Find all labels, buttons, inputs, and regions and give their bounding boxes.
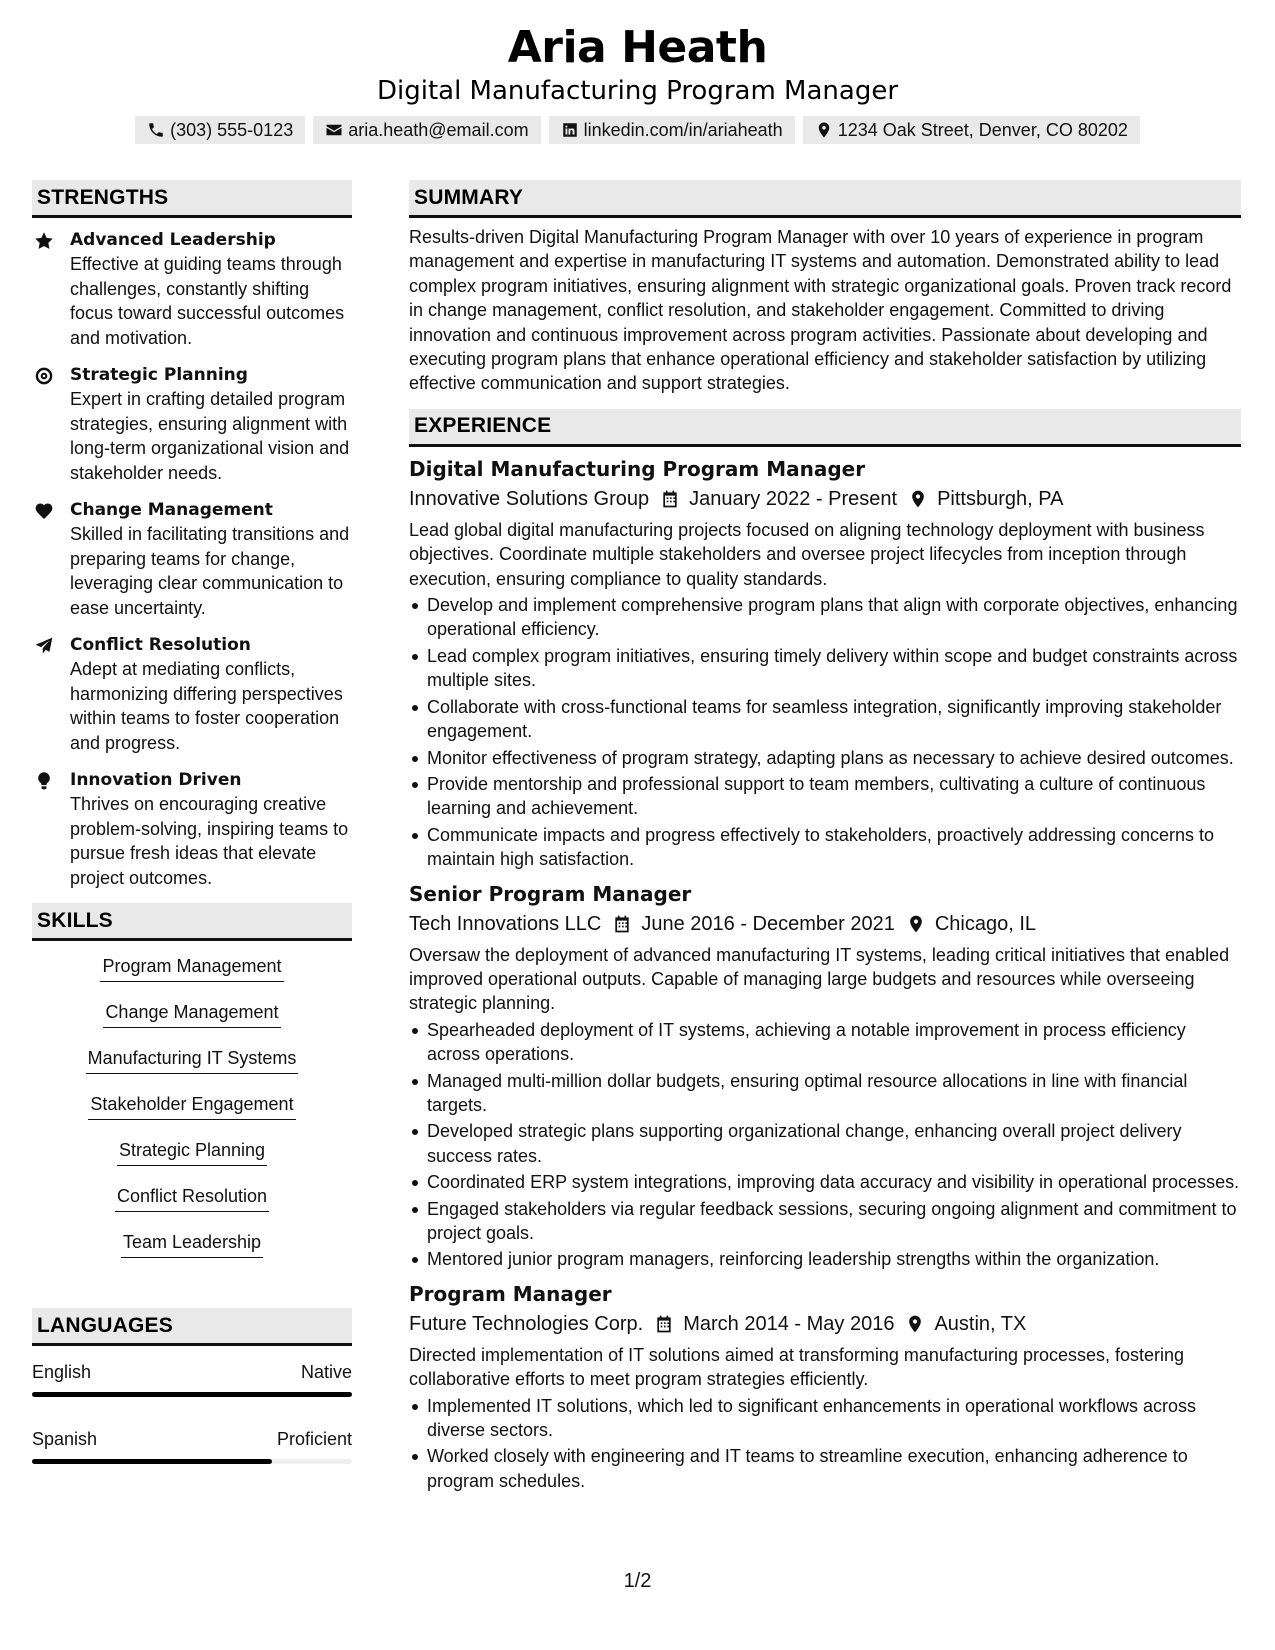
strength-item bbox=[32, 363, 352, 485]
job-title: Senior Program Manager bbox=[409, 881, 692, 906]
job-description: Directed implementation of IT solutions aimed at transforming manufacturing processes, fostering collaborative efforts to meet program strategies efficiently. bbox=[409, 1344, 1185, 1390]
contact-email-text: aria.heath@email.com bbox=[348, 119, 529, 140]
calendar-icon bbox=[612, 914, 632, 934]
contact-email bbox=[313, 116, 540, 144]
skill-item: Stakeholder Engagement bbox=[88, 1091, 295, 1120]
heart-icon bbox=[34, 501, 54, 521]
skill-item: Change Management bbox=[103, 999, 280, 1028]
contact-linkedin-text: linkedin.com/in/ariaheath bbox=[583, 119, 783, 140]
language-proficiency-bar bbox=[32, 1459, 352, 1464]
job-bullets bbox=[409, 593, 1241, 871]
strength-item bbox=[32, 768, 352, 890]
job-bullet: Coordinated ERP system integrations, improving data accuracy and visibility in operational processes. bbox=[409, 1170, 1241, 1194]
strengths-list bbox=[32, 228, 352, 890]
language-item bbox=[32, 1360, 352, 1397]
job-dates: March 2014 - May 2016 bbox=[683, 1312, 895, 1335]
job-bullet: Mentored junior program managers, reinforcing leadership strengths within the organization. bbox=[409, 1247, 1241, 1271]
map-pin-icon bbox=[908, 489, 928, 509]
contact-address bbox=[803, 116, 1140, 144]
languages-list bbox=[32, 1360, 352, 1464]
strength-description: Skilled in facilitating transitions and preparing teams for change, leveraging clear communication to ease uncertainty. bbox=[70, 524, 350, 618]
skill-item: Team Leadership bbox=[121, 1229, 263, 1258]
contact-linkedin bbox=[549, 116, 795, 144]
contact-address-text: 1234 Oak Street, Denver, CO 80202 bbox=[837, 119, 1128, 140]
language-level: Native bbox=[300, 1362, 352, 1382]
candidate-title: Digital Manufacturing Program Manager bbox=[376, 76, 899, 106]
strength-title: Innovation Driven bbox=[70, 770, 242, 790]
job-location: Austin, TX bbox=[934, 1312, 1027, 1335]
strength-item bbox=[32, 633, 352, 755]
job-bullet: Worked closely with engineering and IT teams to streamline execution, enhancing adherence to program schedules. bbox=[409, 1444, 1241, 1493]
target-icon bbox=[34, 366, 54, 386]
job-dates: June 2016 - December 2021 bbox=[641, 912, 895, 935]
skill-item: Program Management bbox=[100, 953, 283, 982]
job-bullet: Lead complex program initiatives, ensuring timely delivery within scope and budget constraints across multiple sites. bbox=[409, 644, 1241, 693]
job-meta bbox=[409, 909, 1241, 939]
job-company: Innovative Solutions Group bbox=[409, 487, 650, 510]
job-description: Lead global digital manufacturing projects focused on aligning technology deployment with business objectives. Coordinate multiple stakeholders and oversee project lifecycles from inception through execution, ensuring compliance to quality standards. bbox=[409, 519, 1205, 589]
lightbulb-icon bbox=[34, 771, 54, 791]
job-dates: January 2022 - Present bbox=[689, 487, 898, 510]
skill-item: Strategic Planning bbox=[117, 1137, 267, 1166]
job-bullet: Communicate impacts and progress effectively to stakeholders, proactively addressing concerns to maintain high satisfaction. bbox=[409, 823, 1241, 872]
experience-heading: EXPERIENCE bbox=[409, 409, 1241, 447]
language-proficiency-fill bbox=[32, 1459, 272, 1464]
skill-item: Manufacturing IT Systems bbox=[86, 1045, 299, 1074]
skills-heading: SKILLS bbox=[32, 903, 352, 941]
job-bullet: Develop and implement comprehensive program plans that align with corporate objectives, enhancing operational efficiency. bbox=[409, 593, 1241, 642]
job-description: Oversaw the deployment of advanced manufacturing IT systems, leading critical initiatives that enabled improved operational outputs. Capable of managing large budgets and resources while overseeing strategic planning. bbox=[409, 944, 1230, 1014]
job-location: Chicago, IL bbox=[934, 912, 1037, 935]
strength-description: Thrives on encouraging creative problem-solving, inspiring teams to pursue fresh ideas that elevate project outcomes. bbox=[70, 794, 349, 888]
skill-item: Conflict Resolution bbox=[115, 1183, 269, 1212]
language-name: Spanish bbox=[32, 1429, 98, 1449]
strength-description: Effective at guiding teams through challenges, constantly shifting focus toward successful outcomes and motivation. bbox=[70, 254, 345, 348]
job-meta bbox=[409, 484, 1241, 514]
language-proficiency-bar bbox=[32, 1392, 352, 1397]
paper-plane-icon bbox=[34, 636, 54, 656]
experience-list bbox=[409, 455, 1241, 1493]
language-item bbox=[32, 1427, 352, 1464]
resume-header bbox=[0, 22, 1275, 144]
summary-heading: SUMMARY bbox=[409, 180, 1241, 218]
job-bullet: Collaborate with cross-functional teams for seamless integration, significantly improving stakeholder engagement. bbox=[409, 695, 1241, 744]
language-proficiency-fill bbox=[32, 1392, 352, 1397]
job-entry bbox=[409, 1280, 1241, 1493]
linkedin-icon bbox=[561, 121, 579, 139]
calendar-icon bbox=[654, 1314, 674, 1334]
strength-item bbox=[32, 228, 352, 350]
job-bullet: Engaged stakeholders via regular feedback sessions, securing ongoing alignment and commitment to project goals. bbox=[409, 1197, 1241, 1246]
job-bullet: Provide mentorship and professional support to team members, cultivating a culture of continuous learning and achievement. bbox=[409, 772, 1241, 821]
left-column bbox=[32, 180, 352, 1494]
job-bullets bbox=[409, 1394, 1241, 1494]
strength-title: Conflict Resolution bbox=[70, 635, 251, 655]
star-icon bbox=[34, 231, 54, 251]
language-level: Proficient bbox=[276, 1429, 352, 1449]
map-pin-icon bbox=[906, 914, 926, 934]
languages-heading: LANGUAGES bbox=[32, 1308, 352, 1346]
job-title: Digital Manufacturing Program Manager bbox=[409, 456, 866, 481]
page-number: 1/2 bbox=[623, 1570, 652, 1592]
strength-title: Change Management bbox=[70, 500, 273, 520]
strength-title: Strategic Planning bbox=[70, 365, 248, 385]
phone-icon bbox=[147, 121, 165, 139]
envelope-icon bbox=[325, 121, 343, 139]
skills-list bbox=[32, 953, 352, 1275]
strengths-heading: STRENGTHS bbox=[32, 180, 352, 218]
job-title: Program Manager bbox=[409, 1281, 612, 1306]
job-meta bbox=[409, 1309, 1241, 1339]
strength-item bbox=[32, 498, 352, 620]
job-bullet: Managed multi-million dollar budgets, ensuring optimal resource allocations in line with financial targets. bbox=[409, 1069, 1241, 1118]
calendar-icon bbox=[660, 489, 680, 509]
job-entry bbox=[409, 455, 1241, 872]
job-bullet: Monitor effectiveness of program strategy, adapting plans as necessary to achieve desired outcomes. bbox=[409, 746, 1241, 770]
candidate-name: Aria Heath bbox=[507, 22, 768, 73]
job-bullet: Spearheaded deployment of IT systems, achieving a notable improvement in process efficiency across operations. bbox=[409, 1018, 1241, 1067]
map-pin-icon bbox=[815, 121, 833, 139]
summary-text: Results-driven Digital Manufacturing Program Manager with over 10 years of experience in program management and expertise in manufacturing IT systems and automation. Demonstrated ability to lead complex program initiatives, ensuring alignment with strategic organizational goals. Proven track record in change management, conflict resolution, and stakeholder engagement. Committed to driving innovation and continuous improvement across program activities. Passionate about developing and executing program plans that enhance operational efficiency and stakeholder satisfaction by utilizing effective communication and support strategies. bbox=[409, 227, 1232, 394]
job-bullets bbox=[409, 1018, 1241, 1272]
strength-description: Adept at mediating conflicts, harmonizing differing perspectives within teams to foster cooperation and progress. bbox=[70, 659, 343, 753]
map-pin-icon bbox=[905, 1314, 925, 1334]
job-company: Tech Innovations LLC bbox=[409, 912, 602, 935]
language-name: English bbox=[32, 1362, 92, 1382]
job-bullet: Developed strategic plans supporting organizational change, enhancing overall project delivery success rates. bbox=[409, 1119, 1241, 1168]
job-entry bbox=[409, 880, 1241, 1272]
contact-phone bbox=[135, 116, 305, 144]
strength-title: Advanced Leadership bbox=[70, 230, 276, 250]
contact-phone-text: (303) 555-0123 bbox=[170, 119, 294, 140]
job-company: Future Technologies Corp. bbox=[409, 1312, 644, 1335]
right-column bbox=[409, 180, 1241, 1495]
job-location: Pittsburgh, PA bbox=[937, 487, 1064, 510]
strength-description: Expert in crafting detailed program strategies, ensuring alignment with long-term organizational vision and stakeholder needs. bbox=[70, 389, 350, 483]
contact-bar bbox=[0, 116, 1275, 144]
job-bullet: Implemented IT solutions, which led to significant enhancements in operational workflows across diverse sectors. bbox=[409, 1394, 1241, 1443]
